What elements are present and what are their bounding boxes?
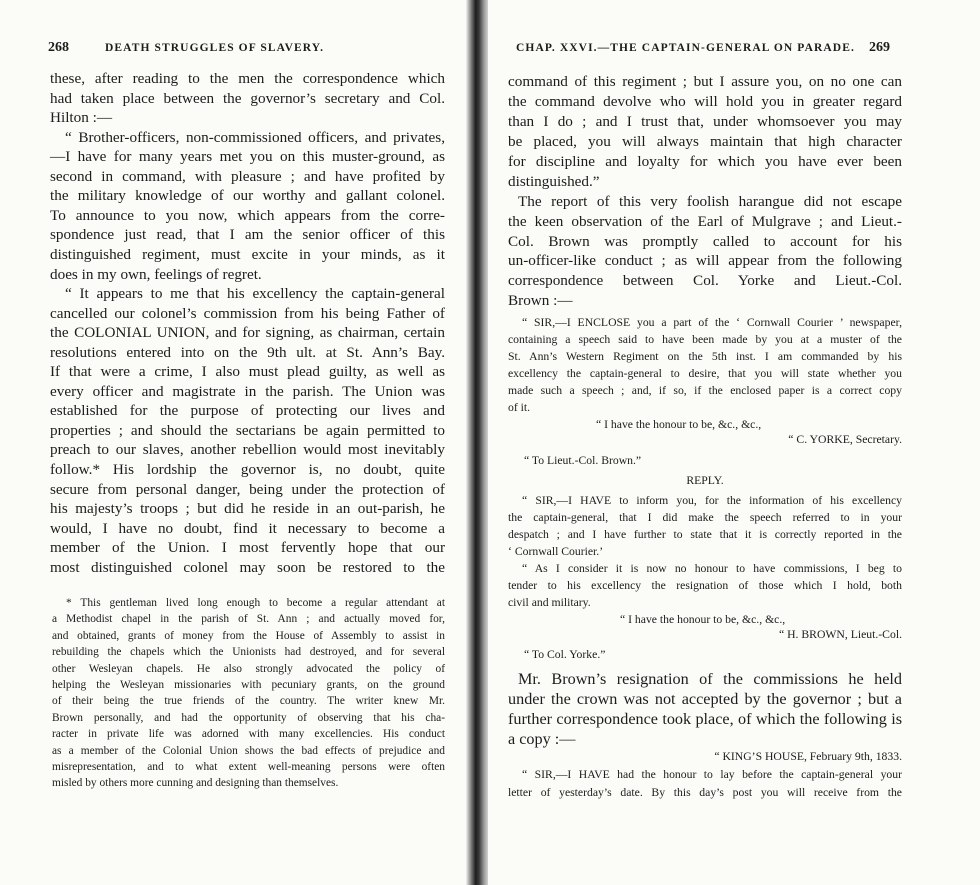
text-line: spondence just read, that I am the senior officer of this: [50, 226, 445, 244]
text-line: had taken place between the governor’s secretary and Col.: [50, 89, 445, 107]
text-line: second in command, with pleasure ; and have profited by: [50, 167, 445, 185]
text-line: for discipline and loyalty for which you have ever been: [508, 153, 902, 170]
text-line: be placed, you will always maintain that high character: [508, 133, 902, 150]
text-line: command of this regiment ; but I assure you, on no one can: [508, 73, 902, 90]
text-line: —I have for many years met you on this muster-ground, as: [50, 148, 445, 166]
text-line: despatch ; and I have further to state that it is correctly reported in the: [508, 528, 902, 541]
left-running-title: DEATH STRUGGLES OF SLAVERY.: [104, 42, 325, 54]
text-line: preach to our slaves, another rebellion would most inevitably: [50, 441, 445, 459]
text-line: “ SIR,—I ENCLOSE you a part of the ‘ Cornwall Courier ’ newspaper,: [522, 316, 902, 329]
text-line: “ I have the honour to be, &c., &c.,: [596, 418, 762, 431]
text-line: and obtained, grants of money from the House of Assembly to assist in: [52, 629, 445, 642]
left-page-number: 268: [48, 40, 69, 55]
text-line: a Methodist chapel in the parish of St. Ann ; and actually moved for,: [52, 613, 445, 626]
text-line: “ As I consider it is now no honour to have commissions, I beg to: [522, 562, 902, 575]
text-line: Hilton :—: [50, 109, 113, 127]
text-line: distinguished regiment, must excite in your minds, as it: [50, 245, 445, 263]
text-line: “ It appears to me that his excellency the captain-general: [65, 285, 445, 303]
text-line: helping the Wesleyan missionaries with pecuniary grants, on the ground: [52, 679, 445, 691]
text-line: would, I have no doubt, find it necessary to become a: [50, 519, 445, 537]
text-line: St. Ann’s Western Regiment on the 5th inst. I am commanded by his: [508, 350, 902, 363]
text-line: “ SIR,—I HAVE to inform you, for the information of his excellency: [522, 494, 902, 507]
text-line: “ C. YORKE, Secretary.: [788, 433, 902, 446]
text-line: The report of this very foolish harangue did not escape: [518, 193, 902, 210]
text-line: civil and military.: [508, 596, 591, 609]
right-page: [488, 0, 980, 885]
text-line: made such a speech ; and, if so, if the enclosed paper is a correct copy: [508, 384, 902, 397]
text-line: misled by others more cunning and designing than themselves.: [52, 777, 339, 790]
text-line: To announce to you now, which appears from the corre-: [50, 206, 445, 224]
text-line: these, after reading to the men the correspondence which: [50, 70, 445, 87]
text-line: racter in private life was adorned with many excellencies. His conduct: [52, 728, 445, 741]
text-line: than I do ; and I trust that, under whomsoever you may: [508, 113, 902, 130]
text-line: ‘ Cornwall Courier.’: [508, 545, 604, 558]
text-line: further correspondence took place, of which the following is: [508, 710, 902, 728]
left-running-head: [48, 40, 324, 56]
text-line: the command devolve who will hold you in greater regard: [508, 93, 902, 110]
text-line: of it.: [508, 401, 531, 414]
text-line: distinguished.”: [508, 173, 600, 190]
text-line: “ To Lieut.-Col. Brown.”: [524, 454, 642, 467]
text-line: Brown personally, and had the opportunity of observing that his cha-: [52, 711, 445, 724]
text-line: a copy :—: [508, 730, 576, 748]
text-line: other Wesleyan chapels. He also strongly advocated the policy of: [52, 662, 445, 675]
text-line: tender to his excellency the resignation of those which I hold, both: [508, 579, 902, 592]
text-line: REPLY.: [686, 474, 724, 487]
text-line: Col. Brown was promptly called to account for his: [508, 233, 902, 250]
text-line: the COLONIAL UNION, and for signing, as chairman, certain: [50, 324, 445, 342]
right-running-head: [516, 40, 890, 56]
text-line: every officer and magistrate in the parish. The Union was: [50, 382, 445, 400]
left-page: [0, 0, 468, 885]
text-line: his majesty’s troops ; but did he reside in an out-parish, he: [50, 500, 445, 518]
text-line: un-officer-like conduct ; as will appear from the following: [508, 252, 902, 269]
text-line: follow.* His lordship the governor is, no doubt, quite: [50, 461, 445, 478]
text-line: member of the Union. I most fervently hope that our: [50, 539, 445, 557]
text-line: misrepresentation, and to what extent well-meaning persons were often: [52, 761, 445, 773]
text-line: “ Brother-officers, non-commissioned officers, and privates,: [65, 128, 445, 146]
text-line: excellency the captain-general to desire, that you will state whether you: [508, 367, 902, 380]
text-line: “ To Col. Yorke.”: [524, 648, 606, 661]
text-line: under the crown was not accepted by the governor ; but a: [508, 690, 902, 708]
text-line: most distinguished colonel may soon be restored to the: [50, 558, 445, 576]
right-running-title: CHAP. XXVI.—THE CAPTAIN-GENERAL ON PARADE.: [516, 42, 855, 54]
text-line: letter of yesterday’s date. By this day’s post you will receive from the: [508, 786, 902, 799]
text-line: * This gentleman lived long enough to become a regular attendant at: [66, 597, 445, 609]
book-gutter: [466, 0, 490, 885]
text-line: resolutions entered into on the 9th ult. at St. Ann’s Bay.: [50, 343, 445, 361]
text-line: rebuilding the chapels which the Unionists had destroyed, and for several: [52, 646, 445, 659]
text-line: established for the purpose of protecting our lives and: [50, 402, 445, 420]
text-line: correspondence between Col. Yorke and Lieut.-Col.: [508, 272, 902, 289]
text-line: of their being the true friends of the country. The writer knew Mr.: [52, 695, 445, 708]
text-line: Brown :—: [508, 292, 573, 309]
text-line: the military knowledge of our worthy and gallant colonel.: [50, 187, 445, 205]
text-line: cancelled our colonel’s commission from his being Father of: [50, 304, 445, 322]
text-line: does in my own, feelings of regret.: [50, 265, 262, 283]
text-line: properties ; and should the sectarians be again permitted to: [50, 421, 445, 439]
text-line: “ KING’S HOUSE, February 9th, 1833.: [714, 750, 902, 763]
text-line: “ SIR,—I HAVE had the honour to lay before the captain-general your: [522, 768, 902, 781]
text-line: Mr. Brown’s resignation of the commissions he held: [518, 670, 902, 688]
text-line: the captain-general, that I did make the speech referred to in your: [508, 511, 902, 524]
text-line: containing a speech said to have been made by you at a muster of the: [508, 333, 902, 346]
text-line: “ I have the honour to be, &c., &c.,: [620, 613, 786, 626]
text-line: the keen observation of the Earl of Mulgrave ; and Lieut.-: [508, 213, 902, 230]
right-page-number: 269: [868, 40, 890, 55]
text-line: “ H. BROWN, Lieut.-Col.: [778, 628, 902, 641]
text-line: secure from personal danger, being under the protection of: [50, 480, 445, 498]
text-line: If that were a crime, I also must plead guilty, as well as: [50, 363, 445, 381]
text-line: as a member of the Colonial Union shows the bad effects of prejudice and: [52, 744, 445, 757]
